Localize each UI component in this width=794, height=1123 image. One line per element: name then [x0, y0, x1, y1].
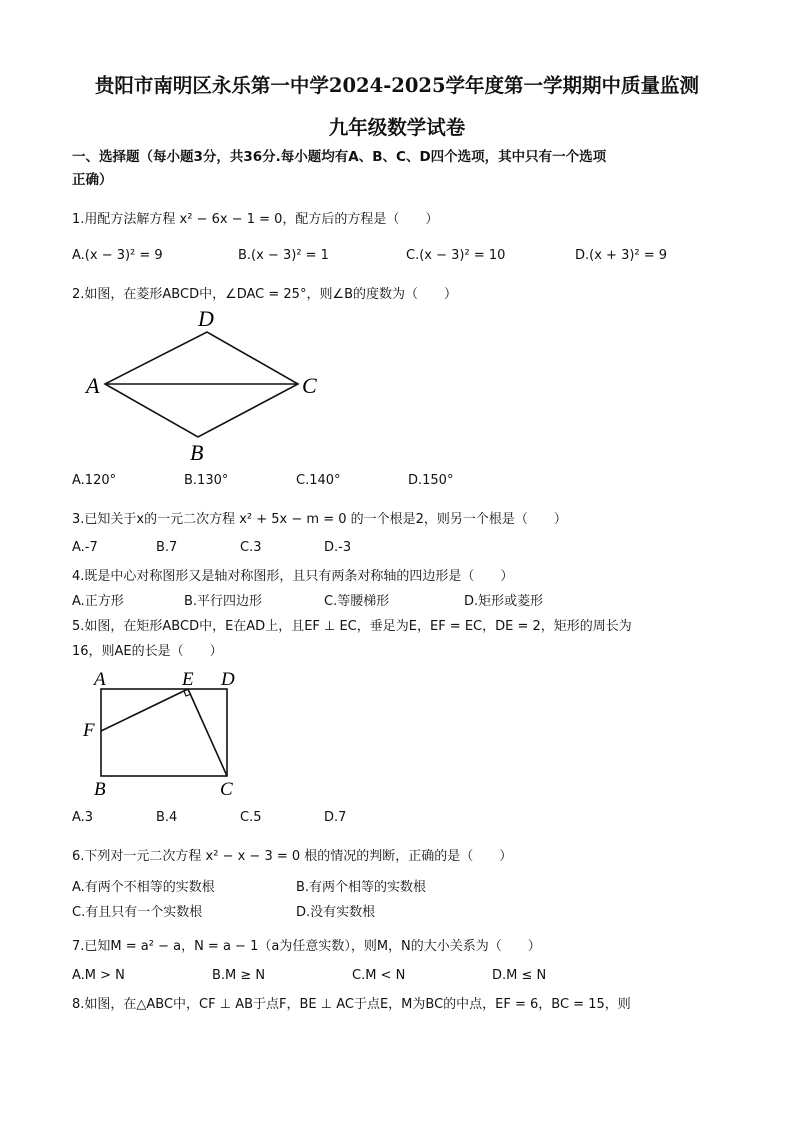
question-4-stem: 4.既是中心对称图形又是轴对称图形，且只有两条对称轴的四边形是（ ） — [72, 569, 514, 584]
vertex-label-a: A — [86, 373, 100, 398]
question-3-option-b: B.7 — [156, 540, 178, 555]
question-1-option-b: B.(x − 3)² = 1 — [238, 248, 329, 263]
question-6-option-d: D.没有实数根 — [296, 905, 376, 920]
question-4-option-d: D.矩形或菱形 — [464, 594, 544, 609]
question-4-option-c: C.等腰梯形 — [324, 594, 390, 609]
section-heading-line2: 正确） — [72, 172, 113, 188]
question-5-option-d: D.7 — [324, 810, 347, 825]
question-5-stem-line1: 5.如图，在矩形ABCD中，E在AD上，且EF ⊥ EC，垂足为E，EF = EC，DE = 2，矩形的周长为 — [72, 619, 632, 634]
exam-title: 贵阳市南明区永乐第一中学2024-2025学年度第一学期期中质量监测 — [94, 74, 700, 97]
question-7-option-c: C.M < N — [352, 968, 406, 983]
question-3-stem: 3.已知关于x的一元二次方程 x² + 5x − m = 0 的一个根是2，则另一个根是（ ） — [72, 512, 567, 527]
question-6-option-b: B.有两个相等的实数根 — [296, 880, 427, 895]
question-3-option-a: A.-7 — [72, 540, 98, 555]
question-1-option-c: C.(x − 3)² = 10 — [406, 248, 506, 263]
question-5-option-b: B.4 — [156, 810, 178, 825]
question-6-stem: 6.下列对一元二次方程 x² − x − 3 = 0 根的情况的判断，正确的是（ ） — [72, 849, 513, 864]
segment-ec — [188, 689, 227, 776]
question-4-option-a: A.正方形 — [72, 594, 124, 609]
question-1-option-a: A.(x − 3)² = 9 — [72, 248, 163, 263]
question-5-stem-line2: 16，则AE的长是（ ） — [72, 644, 223, 659]
question-6-option-a: A.有两个不相等的实数根 — [72, 880, 215, 895]
question-8-stem: 8.如图，在△ABC中，CF ⊥ AB于点F，BE ⊥ AC于点E，M为BC的中点，EF = 6，BC = 15，则 — [72, 997, 631, 1012]
vertex-label-d: D — [198, 306, 214, 331]
question-4-option-b: B.平行四边形 — [184, 594, 263, 609]
point-label-e: E — [182, 669, 194, 690]
question-2-option-c: C.140° — [296, 473, 341, 488]
vertex-label-b: B — [94, 779, 106, 800]
section-heading — [72, 146, 732, 192]
question-2-stem: 2.如图，在菱形ABCD中，∠DAC = 25°，则∠B的度数为（ ） — [72, 287, 458, 302]
question-7-stem: 7.已知M = a² − a，N = a − 1（a为任意实数），则M，N的大小关系为（ ） — [72, 939, 541, 954]
question-2-option-b: B.130° — [184, 473, 229, 488]
section-heading-line1: 一、选择题（每小题3分，共36分.每小题均有A、B、C、D四个选项，其中只有一个选项 — [72, 149, 607, 165]
vertex-label-c: C — [302, 373, 317, 398]
question-3-option-c: C.3 — [240, 540, 262, 555]
question-6-option-c: C.有且只有一个实数根 — [72, 905, 203, 920]
vertex-label-c: C — [220, 779, 233, 800]
vertex-label-d: D — [221, 669, 235, 690]
vertex-label-b: B — [190, 440, 204, 465]
question-1-stem: 1.用配方法解方程 x² − 6x − 1 = 0，配方后的方程是（ ） — [72, 212, 439, 227]
vertex-label-a: A — [94, 669, 106, 690]
question-1-option-d: D.(x + 3)² = 9 — [575, 248, 668, 263]
question-7-option-a: A.M > N — [72, 968, 125, 983]
exam-subtitle: 九年级数学试卷 — [328, 116, 466, 139]
question-5-option-c: C.5 — [240, 810, 262, 825]
rhombus-figure — [80, 300, 330, 470]
question-7-option-b: B.M ≥ N — [212, 968, 266, 983]
rectangle-figure — [80, 665, 250, 805]
question-2-option-a: A.120° — [72, 473, 117, 488]
question-7-option-d: D.M ≤ N — [492, 968, 547, 983]
question-5-option-a: A.3 — [72, 810, 94, 825]
segment-ef — [101, 689, 188, 731]
question-3-option-d: D.-3 — [324, 540, 352, 555]
point-label-f: F — [83, 720, 95, 741]
question-2-option-d: D.150° — [408, 473, 454, 488]
